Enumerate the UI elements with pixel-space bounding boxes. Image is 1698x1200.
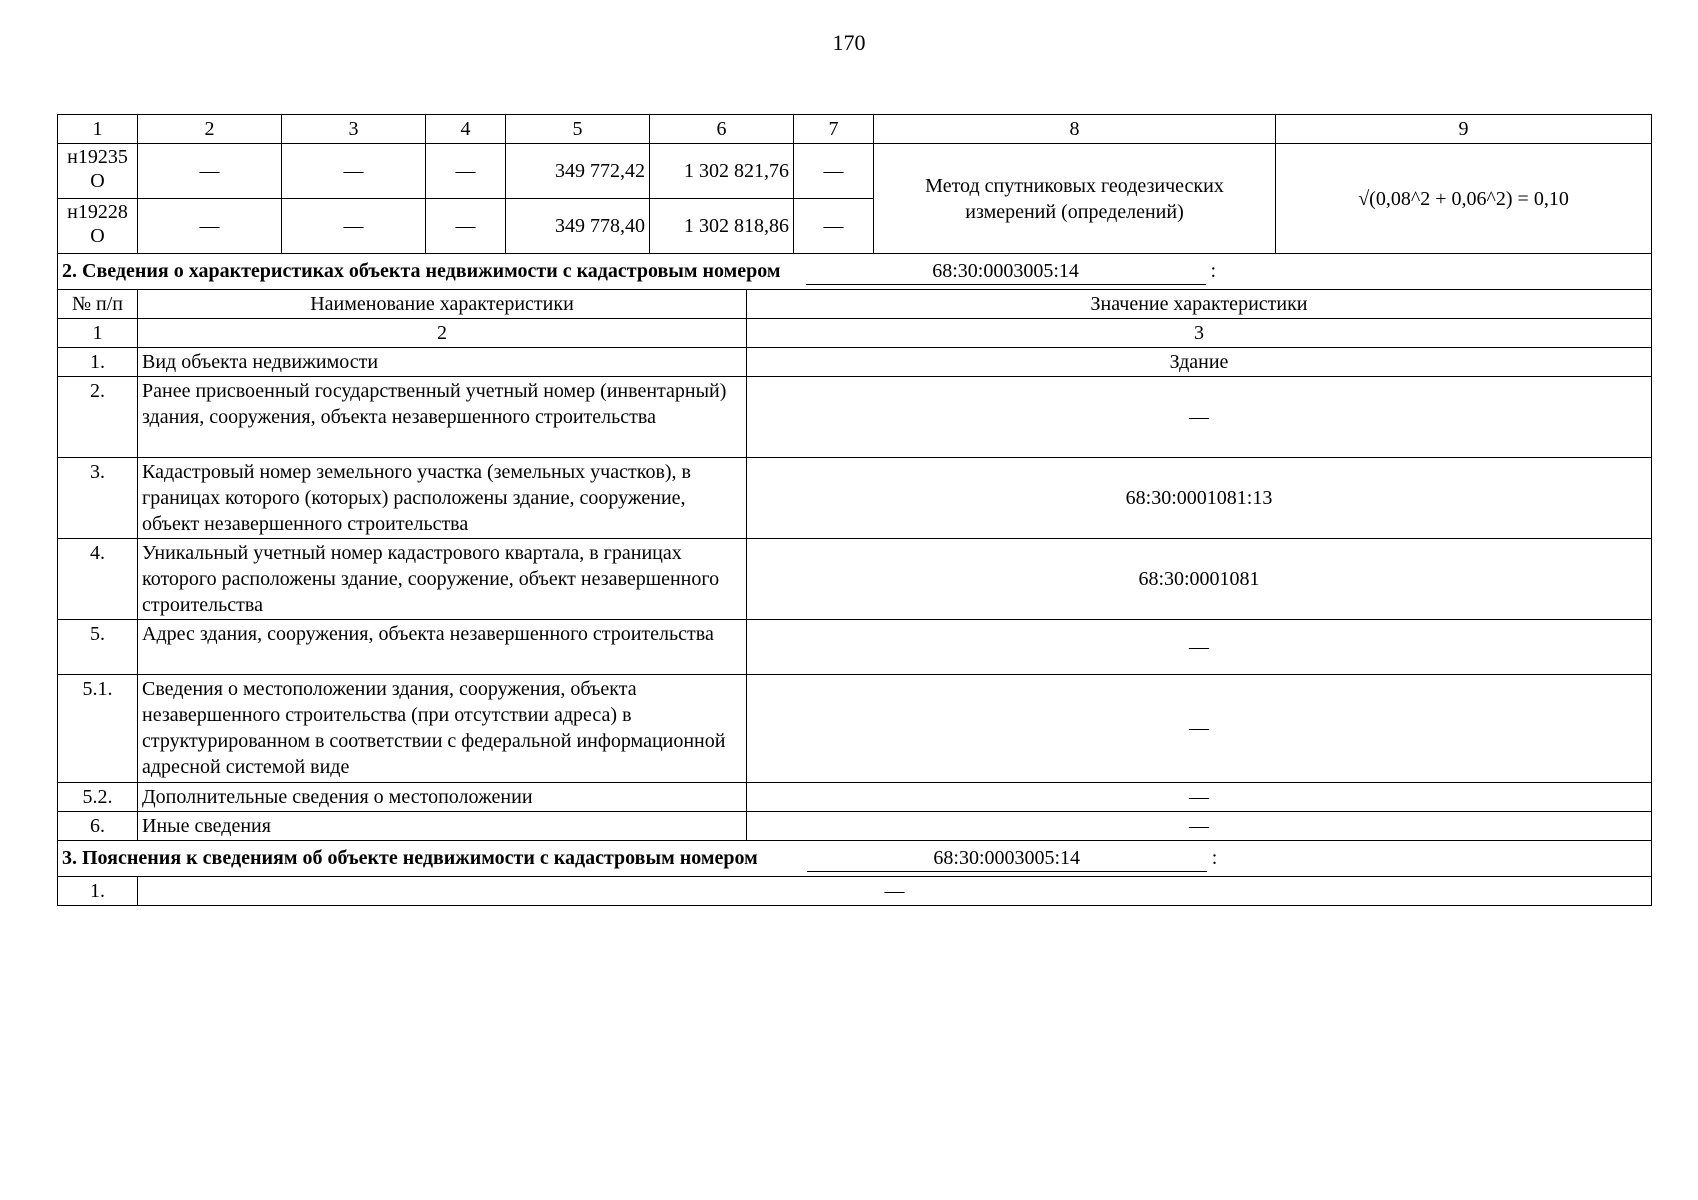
table-row: [58, 457, 1652, 538]
x-coordinate: 349 772,42: [506, 144, 650, 199]
section2-title-cell: [58, 253, 1652, 289]
table-row: [58, 674, 1652, 782]
point-label: н19235 О: [58, 144, 138, 199]
table-row: [58, 347, 1652, 376]
characteristic-name: Дополнительные сведения о местоположении: [138, 782, 747, 811]
characteristics-header-row: [58, 289, 1652, 318]
coordinates-header-row: [58, 115, 1652, 144]
characteristics-table: [57, 253, 1652, 906]
method-cell: Метод спутниковых геодезических измерений (определений): [874, 144, 1276, 254]
cell-value: —: [138, 199, 282, 254]
column-number: 9: [1276, 115, 1652, 144]
table-row: [58, 811, 1652, 840]
page-number: 170: [832, 30, 866, 55]
characteristic-value: Здание: [747, 347, 1652, 376]
row-number: 2.: [58, 376, 138, 457]
table-row: [58, 538, 1652, 619]
characteristic-value: —: [747, 782, 1652, 811]
row-number: 5.1.: [58, 674, 138, 782]
table-row: [58, 876, 1652, 905]
column-number: 8: [874, 115, 1276, 144]
column-number: 5: [506, 115, 650, 144]
characteristic-name: Ранее присвоенный государственный учетный номер (инвентарный) здания, сооружения, объекта незавершенного строительства: [138, 376, 747, 457]
section3-title-cell: [58, 840, 1652, 876]
cell-value: —: [794, 144, 874, 199]
cell-value: —: [138, 144, 282, 199]
table-row: [58, 782, 1652, 811]
coordinates-table: [57, 114, 1652, 254]
column-number: 7: [794, 115, 874, 144]
characteristic-value: 68:30:0001081: [747, 538, 1652, 619]
characteristic-name: Сведения о местоположении здания, сооружения, объекта незавершенного строительства (при отсутствии адреса) в структурированном в соответствии с федеральной информационной адресной системой виде: [138, 674, 747, 782]
cell-value: —: [426, 144, 506, 199]
column-header-number: № п/п: [58, 289, 138, 318]
column-number: 2: [138, 115, 282, 144]
characteristic-value: —: [747, 376, 1652, 457]
column-header-value: Значение характеристики: [747, 289, 1652, 318]
column-number: 4: [426, 115, 506, 144]
cell-value: —: [426, 199, 506, 254]
y-coordinate: 1 302 818,86: [650, 199, 794, 254]
section3-title-row: [58, 840, 1652, 876]
characteristic-name: Вид объекта недвижимости: [138, 347, 747, 376]
row-number: 1.: [58, 876, 138, 905]
row-number: 5.2.: [58, 782, 138, 811]
column-header-name: Наименование характеристики: [138, 289, 747, 318]
characteristics-colnum-row: [58, 318, 1652, 347]
column-number: 2: [138, 318, 747, 347]
explanation-value: —: [138, 876, 1652, 905]
cell-value: —: [282, 144, 426, 199]
characteristic-value: —: [747, 674, 1652, 782]
section2-title-row: [58, 253, 1652, 289]
characteristic-name: Кадастровый номер земельного участка (земельных участков), в границах которого (которых) расположены здание, сооружение, объект незавершенного строительства: [138, 457, 747, 538]
section-title: 2. Сведения о характеристиках объекта недвижимости с кадастровым номером: [62, 259, 781, 282]
cadastral-number: 68:30:0003005:14: [807, 845, 1207, 872]
characteristic-value: 68:30:0001081:13: [747, 457, 1652, 538]
characteristic-name: Адрес здания, сооружения, объекта незавершенного строительства: [138, 619, 747, 674]
characteristic-name: Уникальный учетный номер кадастрового квартала, в границах которого расположены здание, сооружение, объект незавершенного строительства: [138, 538, 747, 619]
column-number: 3: [282, 115, 426, 144]
table-row: [58, 619, 1652, 674]
column-number: 3: [747, 318, 1652, 347]
x-coordinate: 349 778,40: [506, 199, 650, 254]
row-number: 5.: [58, 619, 138, 674]
row-number: 3.: [58, 457, 138, 538]
characteristic-value: —: [747, 619, 1652, 674]
column-number: 6: [650, 115, 794, 144]
row-number: 4.: [58, 538, 138, 619]
cell-value: —: [794, 199, 874, 254]
cadastral-number: 68:30:0003005:14: [806, 258, 1206, 285]
section-title: 3. Пояснения к сведениям об объекте недвижимости с кадастровым номером: [62, 846, 758, 869]
row-number: 6.: [58, 811, 138, 840]
column-number: 1: [58, 115, 138, 144]
title-suffix: :: [1211, 846, 1218, 869]
table-row: [58, 376, 1652, 457]
row-number: 1.: [58, 347, 138, 376]
document-sheet: [57, 114, 1651, 906]
cell-value: —: [282, 199, 426, 254]
y-coordinate: 1 302 821,76: [650, 144, 794, 199]
column-number: 1: [58, 318, 138, 347]
accuracy-formula: √(0,08^2 + 0,06^2) = 0,10: [1276, 144, 1652, 254]
title-suffix: :: [1210, 259, 1217, 282]
characteristic-name: Иные сведения: [138, 811, 747, 840]
characteristic-value: —: [747, 811, 1652, 840]
coordinate-row: [58, 144, 1652, 199]
point-label: н19228 О: [58, 199, 138, 254]
